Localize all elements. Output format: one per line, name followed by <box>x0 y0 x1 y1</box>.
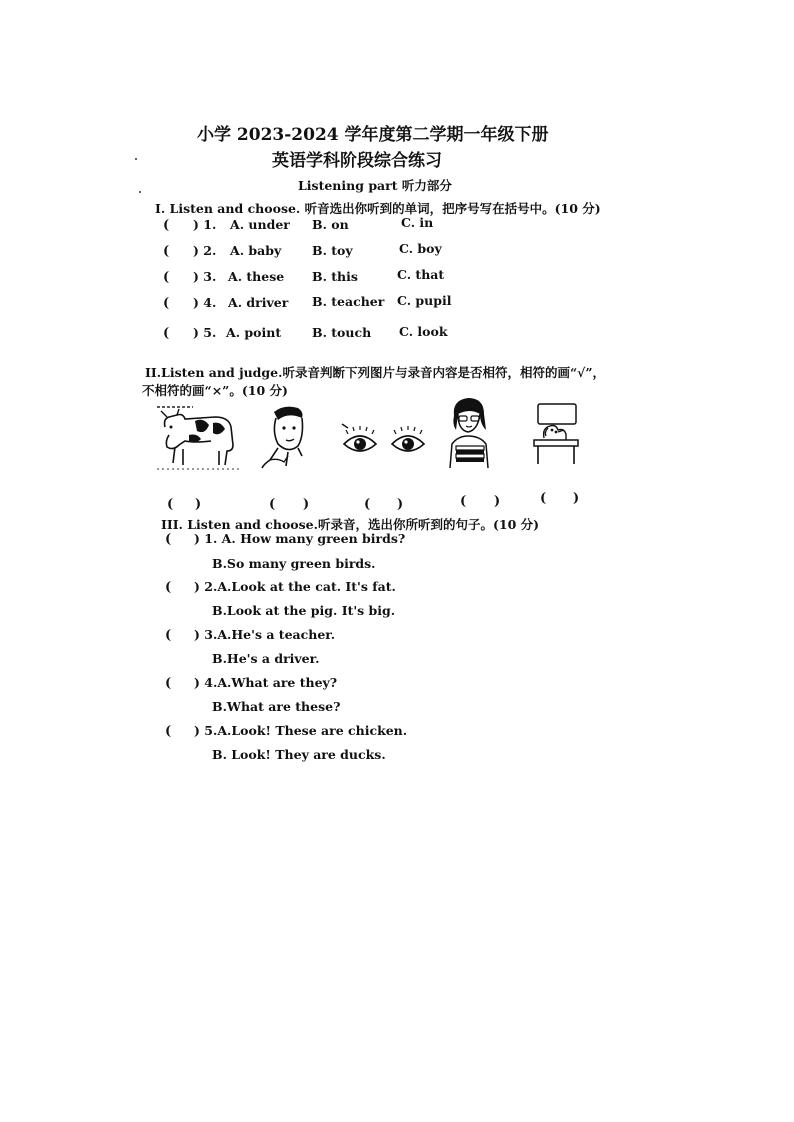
scan-dot <box>135 158 137 160</box>
sentence-a: ) 3.A.He's a teacher. <box>194 627 336 642</box>
option-c: C. that <box>397 267 445 282</box>
close-paren: ) <box>303 497 310 512</box>
option-b: B. teacher <box>312 294 385 309</box>
option-c: C. boy <box>399 241 442 256</box>
open-paren: ( <box>460 494 467 509</box>
option-b: B. on <box>312 217 349 232</box>
sentence-b: B.What are these? <box>212 699 341 714</box>
section2-heading: II.Listen and judge.听录音判断下列图片与录音内容是否相符，相符的画“√”， <box>145 365 606 380</box>
item-number: ) 2. <box>193 243 217 258</box>
sentence-b: B. Look! They are ducks. <box>212 747 386 762</box>
section3-heading: III. Listen and choose.听录音，选出你所听到的句子。(10 分) <box>161 517 540 532</box>
page-title: 小学 2023-2024 学年度第二学期一年级下册 <box>197 125 549 145</box>
open-paren: ( <box>167 497 174 512</box>
item-number: ) 1. <box>193 217 217 232</box>
close-paren: ) <box>573 491 580 506</box>
option-a: A. driver <box>228 295 289 310</box>
answer-open-paren[interactable]: ( <box>163 218 170 233</box>
item-number: ) 5. <box>193 325 217 340</box>
sentence-a: ) 4.A.What are they? <box>194 675 338 690</box>
open-paren: ( <box>364 497 371 512</box>
eyes-picture <box>338 420 430 464</box>
sentence-b: B.He's a driver. <box>212 651 320 666</box>
answer-open-paren[interactable]: ( <box>165 676 172 691</box>
option-c: C. in <box>401 215 434 230</box>
item-number: ) 4. <box>193 295 217 310</box>
answer-open-paren[interactable]: ( <box>163 270 170 285</box>
sentence-a: ) 5.A.Look! These are chicken. <box>194 723 408 738</box>
open-paren: ( <box>269 497 276 512</box>
page-subtitle: 英语学科阶段综合练习 <box>272 151 442 171</box>
option-a: A. baby <box>230 243 282 258</box>
dog-desk-picture <box>530 400 582 466</box>
close-paren: ) <box>397 497 404 512</box>
sentence-b: B.Look at the pig. It's big. <box>212 603 396 618</box>
answer-open-paren[interactable]: ( <box>165 580 172 595</box>
answer-open-paren[interactable]: ( <box>163 326 170 341</box>
option-b: B. this <box>312 269 358 284</box>
option-a: A. point <box>226 325 282 340</box>
section1-heading: I. Listen and choose. 听音选出你听到的单词，把序号写在括号中。(10 分) <box>155 201 601 216</box>
sentence-a: ) 1. A. How many green birds? <box>194 531 406 546</box>
part-label: Listening part 听力部分 <box>298 178 452 193</box>
option-c: C. pupil <box>397 293 452 308</box>
item-number: ) 3. <box>193 269 217 284</box>
man-pointing-picture <box>258 402 314 472</box>
option-a: A. under <box>230 217 290 232</box>
teacher-books-picture <box>444 396 494 472</box>
close-paren: ) <box>494 494 501 509</box>
sentence-b: B.So many green birds. <box>212 556 376 571</box>
answer-open-paren[interactable]: ( <box>165 628 172 643</box>
sentence-a: ) 2.A.Look at the cat. It's fat. <box>194 579 396 594</box>
section2-heading-cont: 不相符的画“×”。(10 分) <box>142 383 288 398</box>
close-paren: ) <box>195 497 202 512</box>
cow-picture <box>155 405 241 473</box>
answer-open-paren[interactable]: ( <box>165 532 172 547</box>
option-b: B. toy <box>312 243 353 258</box>
answer-open-paren[interactable]: ( <box>165 724 172 739</box>
scan-dot <box>139 191 141 193</box>
option-b: B. touch <box>312 325 372 340</box>
option-c: C. look <box>399 324 448 339</box>
answer-open-paren[interactable]: ( <box>163 244 170 259</box>
open-paren: ( <box>540 491 547 506</box>
option-a: A. these <box>228 269 285 284</box>
answer-open-paren[interactable]: ( <box>163 296 170 311</box>
